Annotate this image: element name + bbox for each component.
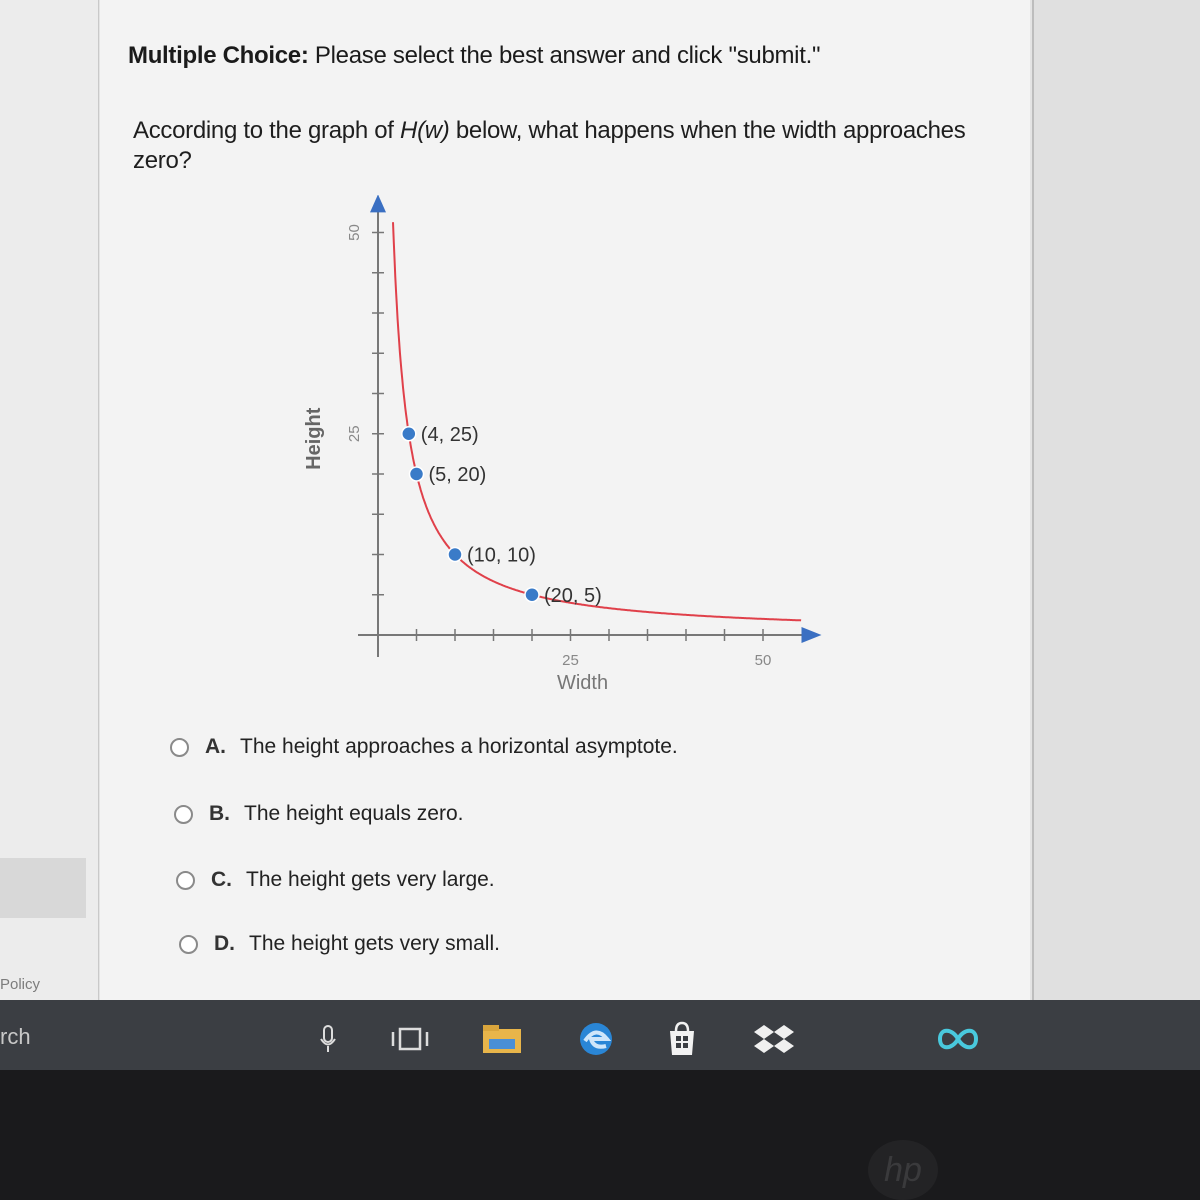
point-label: (4, 25): [420, 423, 479, 446]
point-label: (10, 10): [467, 544, 536, 567]
sidebar-panel: [0, 858, 86, 918]
data-point: [448, 548, 462, 562]
y-tick-label: 50: [346, 224, 363, 241]
store-icon[interactable]: [660, 1020, 704, 1058]
right-sidebar: [1032, 0, 1200, 1000]
option-c[interactable]: [176, 868, 495, 892]
question-text-after: below, what happens when the width approaches zero?: [133, 117, 966, 174]
edge-browser-icon[interactable]: [574, 1020, 618, 1058]
option-b-letter: B.: [209, 802, 230, 825]
point-label: (20, 5): [544, 584, 602, 607]
x-tick-label: 25: [562, 652, 579, 669]
x-tick-label: 50: [754, 652, 772, 669]
radio-d[interactable]: [179, 935, 198, 954]
option-a-text: The height approaches a horizontal asymptote.: [240, 735, 678, 758]
dropbox-icon[interactable]: [752, 1020, 796, 1058]
policy-link[interactable]: Policy: [0, 976, 41, 993]
microphone-icon[interactable]: [306, 1020, 350, 1058]
y-tick-label: 25: [346, 425, 363, 443]
option-d-letter: D.: [214, 932, 235, 955]
x-axis-arrow: [802, 627, 822, 643]
option-c-letter: C.: [211, 868, 232, 891]
graph: [290, 195, 850, 710]
file-explorer-icon[interactable]: [480, 1020, 524, 1058]
data-point: [410, 467, 424, 481]
taskbar-search[interactable]: rch: [0, 1024, 31, 1049]
y-axis-title: Height: [303, 407, 325, 470]
option-a[interactable]: [170, 735, 678, 759]
option-d-text: The height gets very small.: [249, 932, 500, 955]
radio-a[interactable]: [170, 738, 189, 757]
task-view-icon[interactable]: [388, 1020, 432, 1058]
infinity-app-icon[interactable]: [934, 1020, 978, 1058]
option-a-letter: A.: [205, 735, 226, 758]
option-b[interactable]: [174, 802, 463, 826]
chart-svg: [290, 195, 850, 705]
option-b-text: The height equals zero.: [244, 802, 464, 825]
hp-logo: hp: [868, 1140, 938, 1200]
question-function: H(w): [400, 117, 450, 144]
radio-c[interactable]: [176, 871, 195, 890]
data-point: [402, 427, 416, 441]
x-axis-title: Width: [556, 672, 609, 694]
question-text: [133, 116, 1023, 176]
left-sidebar: [0, 0, 99, 1000]
instruction-text: [128, 42, 820, 70]
option-d[interactable]: [179, 932, 500, 956]
point-label: (5, 20): [428, 464, 487, 486]
radio-b[interactable]: [174, 805, 193, 824]
instruction-body: Please select the best answer and click "submit.": [314, 42, 821, 69]
option-c-text: The height gets very large.: [246, 868, 495, 891]
data-point: [525, 588, 539, 602]
instruction-label: Multiple Choice:: [128, 42, 309, 69]
y-axis-arrow: [370, 195, 386, 212]
question-text-before: According to the graph of: [133, 117, 401, 144]
